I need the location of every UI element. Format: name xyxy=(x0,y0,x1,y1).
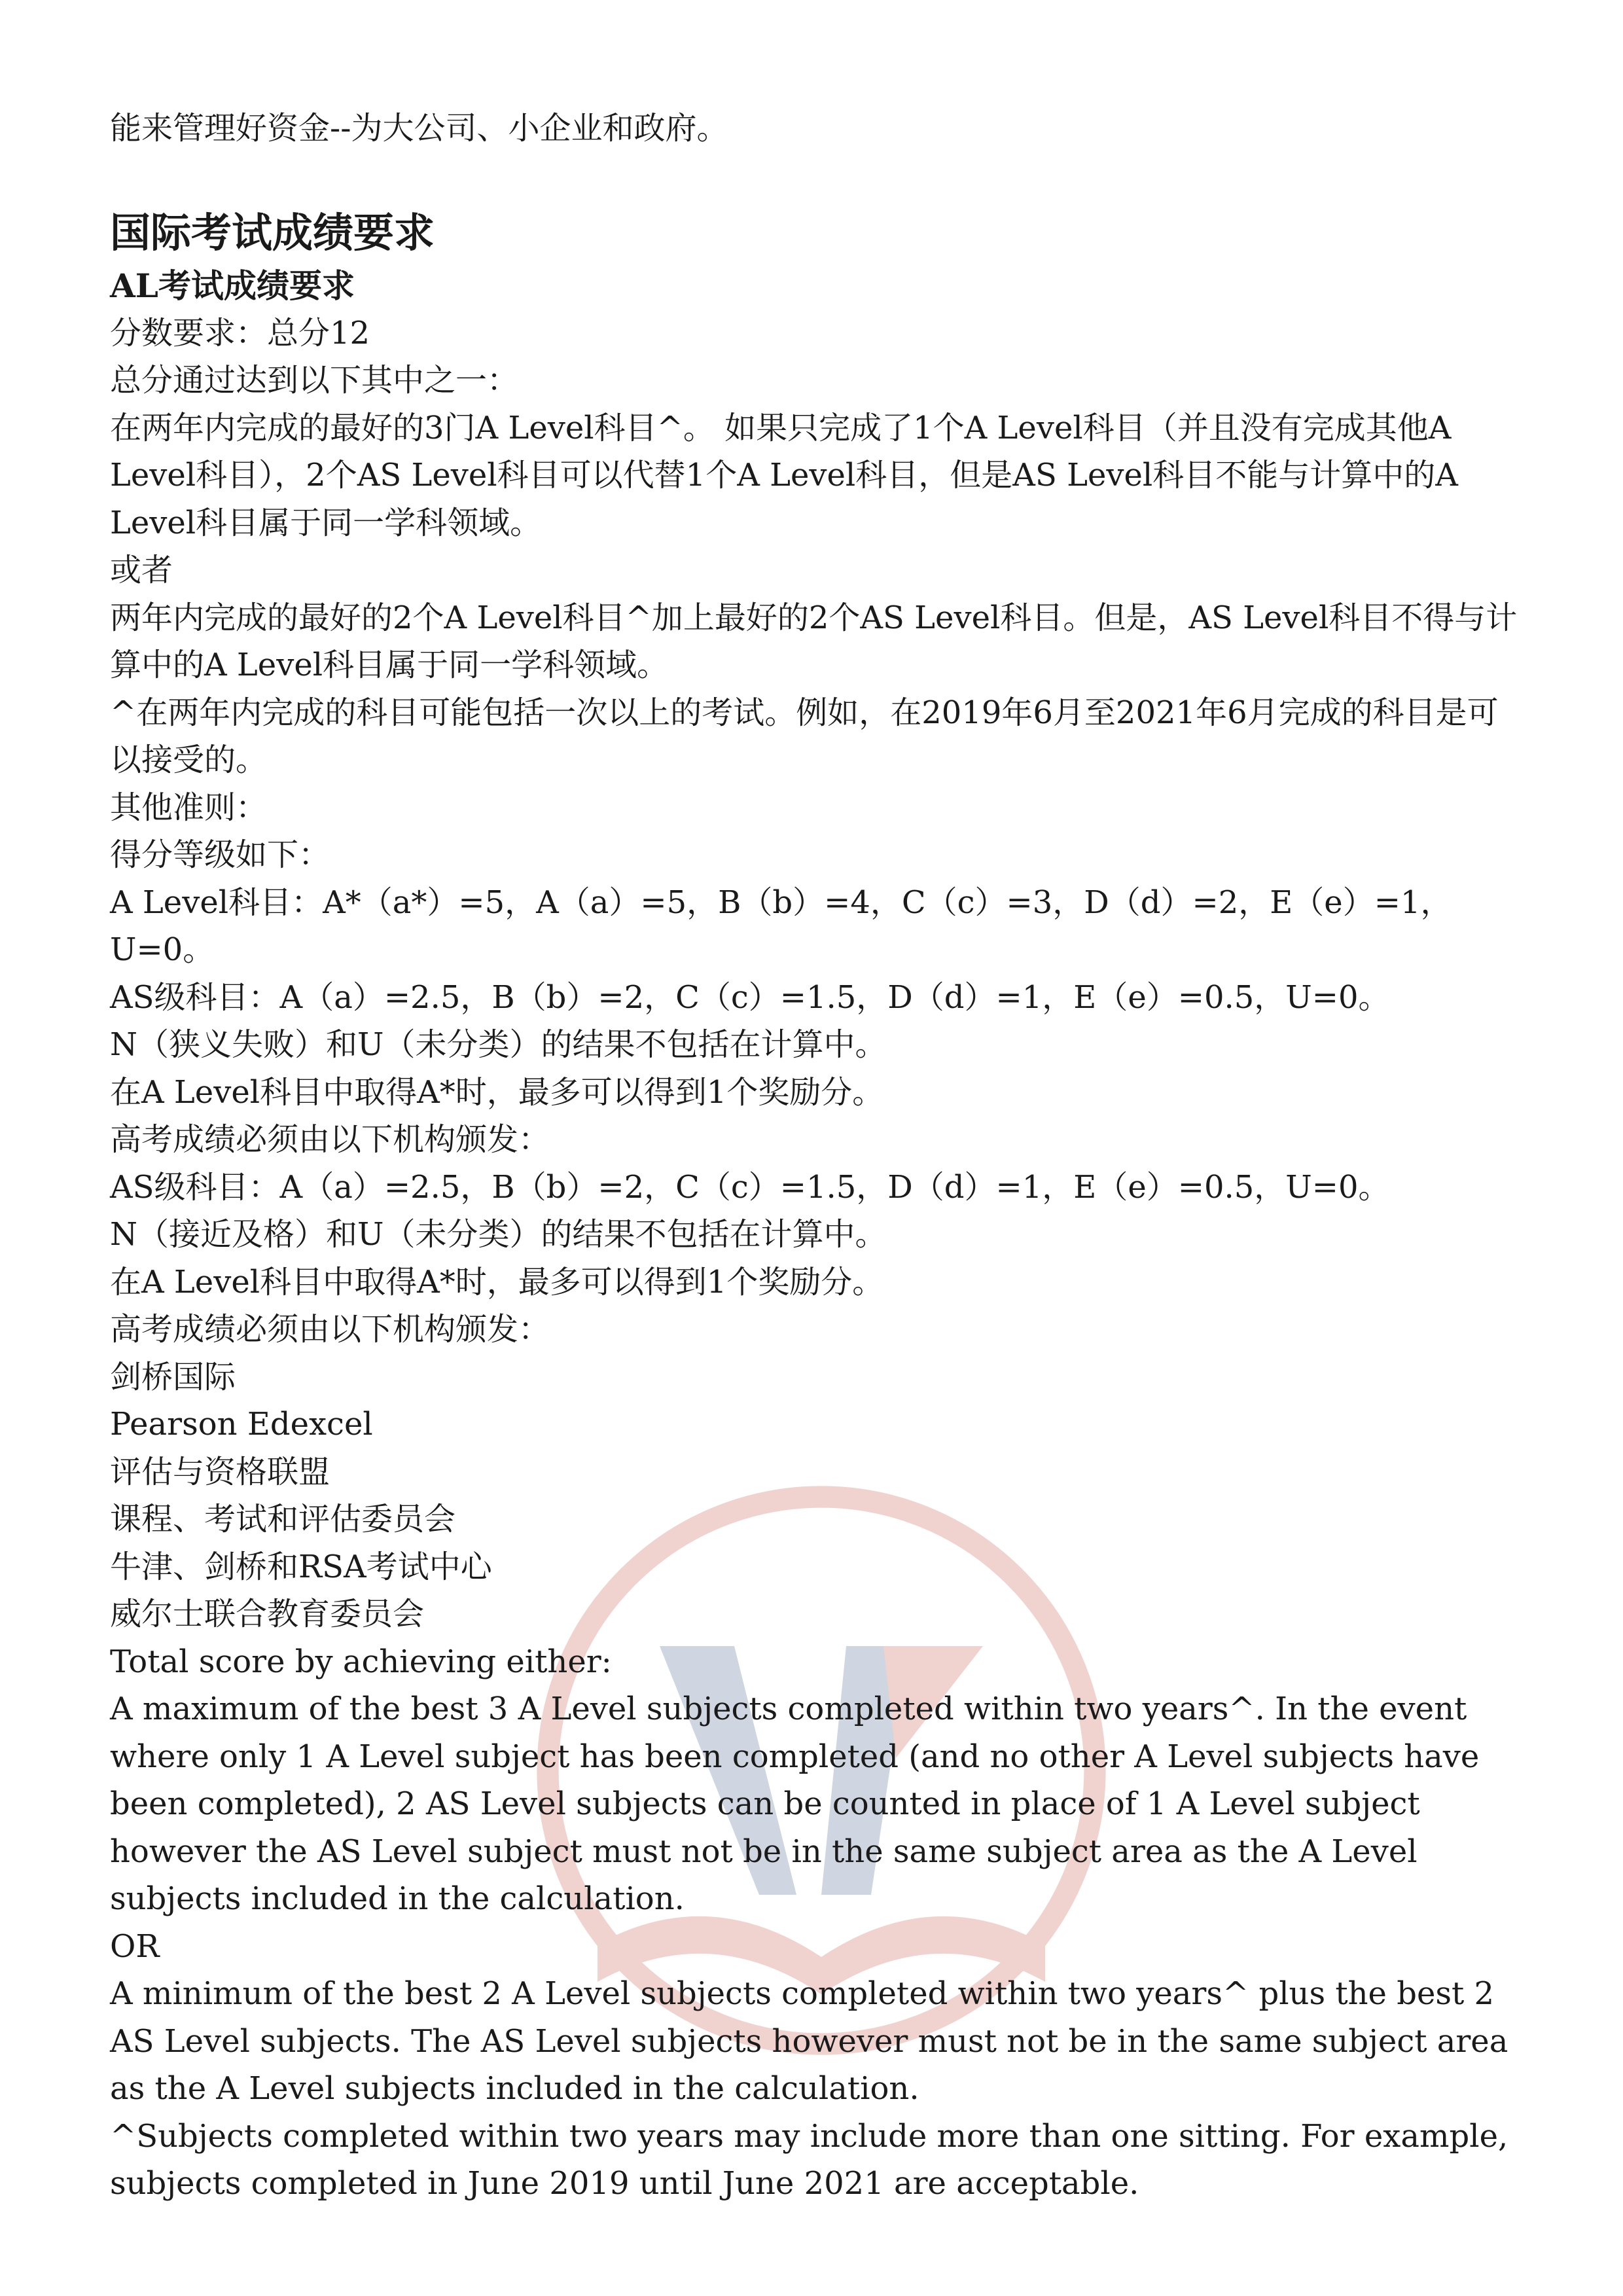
text-line: ^Subjects completed within two years may include more than one sitting. For example, subjects completed in June 2019 until June 2021 are acceptable. xyxy=(110,2117,1508,2202)
text-line: 其他准则： xyxy=(110,789,268,826)
text-line: Pearson Edexcel xyxy=(110,1406,373,1443)
text-line: 两年内完成的最好的2个A Level科目^加上最好的2个AS Level科目。但是，AS Level科目不得与计算中的A Level科目属于同一学科领域。 xyxy=(110,599,1518,683)
text-line: 课程、考试和评估委员会 xyxy=(110,1501,456,1537)
text-line: 评估与资格联盟 xyxy=(110,1453,330,1490)
text-line: 牛津、剑桥和RSA考试中心 xyxy=(110,1548,492,1585)
text-line: N（狭义失败）和U（未分类）的结果不包括在计算中。 xyxy=(110,1026,887,1063)
text-line: AS级科目：A（a）=2.5，B（b）=2，C（c）=1.5，D（d）=1，E（e）=0.5，U=0。 xyxy=(110,1168,1390,1206)
text-line: 在A Level科目中取得A*时，最多可以得到1个奖励分。 xyxy=(110,1073,884,1111)
text-line: 高考成绩必须由以下机构颁发： xyxy=(110,1121,550,1158)
text-line: N（接近及格）和U（未分类）的结果不包括在计算中。 xyxy=(110,1216,887,1253)
text-line: A Level科目：A*（a*）=5，A（a）=5，B（b）=4，C（c）=3，D（d）=2，E（e）=1，U=0。 xyxy=(110,884,1452,968)
text-line: AS级科目：A（a）=2.5，B（b）=2，C（c）=1.5，D（d）=1，E（e）=0.5，U=0。 xyxy=(110,978,1390,1016)
text-line: OR xyxy=(110,1928,160,1965)
text-line: 高考成绩必须由以下机构颁发： xyxy=(110,1311,550,1348)
text-line: 或者 xyxy=(110,552,173,588)
document-body xyxy=(110,105,1524,2208)
text-line: Total score by achieving either: xyxy=(110,1643,612,1680)
text-line: 威尔士联合教育委员会 xyxy=(110,1596,425,1632)
text-line: 在两年内完成的最好的3门A Level科目^。 如果只完成了1个A Level科目（并且没有完成其他A Level科目），2个AS Level科目可以代替1个A Level科目，但是AS Level科目不能与计算中的A Level科目属于同一学科领域。 xyxy=(110,409,1458,541)
text-line: A maximum of the best 3 A Level subjects completed within two years^. In the event where only 1 A Level subject has been completed (and no other A Level subjects have been completed), 2 AS Level subjects can be counted in place of 1 A Level subject however the AS Level subject must not be in the same subject area as the A Level subjects included in the calculation. xyxy=(110,1691,1480,1917)
section-title: 国际考试成绩要求 xyxy=(110,208,435,257)
text-line: 分数要求：总分12 xyxy=(110,314,370,351)
subsection-title: AL考试成绩要求 xyxy=(110,266,355,305)
text-line: 得分等级如下： xyxy=(110,836,330,873)
intro-line: 能来管理好资金--为大公司、小企业和政府。 xyxy=(110,110,728,147)
text-line: 总分通过达到以下其中之一： xyxy=(110,362,519,399)
text-line: A minimum of the best 2 A Level subjects completed within two years^ plus the best 2 AS Level subjects. The AS Level subjects however must not be in the same subject area as the A Level subjects included in the calculation. xyxy=(110,1975,1508,2107)
text-line: 在A Level科目中取得A*时，最多可以得到1个奖励分。 xyxy=(110,1263,884,1300)
text-line: ^在两年内完成的科目可能包括一次以上的考试。例如，在2019年6月至2021年6月完成的科目是可以接受的。 xyxy=(110,694,1499,778)
text-line: 剑桥国际 xyxy=(110,1358,236,1395)
